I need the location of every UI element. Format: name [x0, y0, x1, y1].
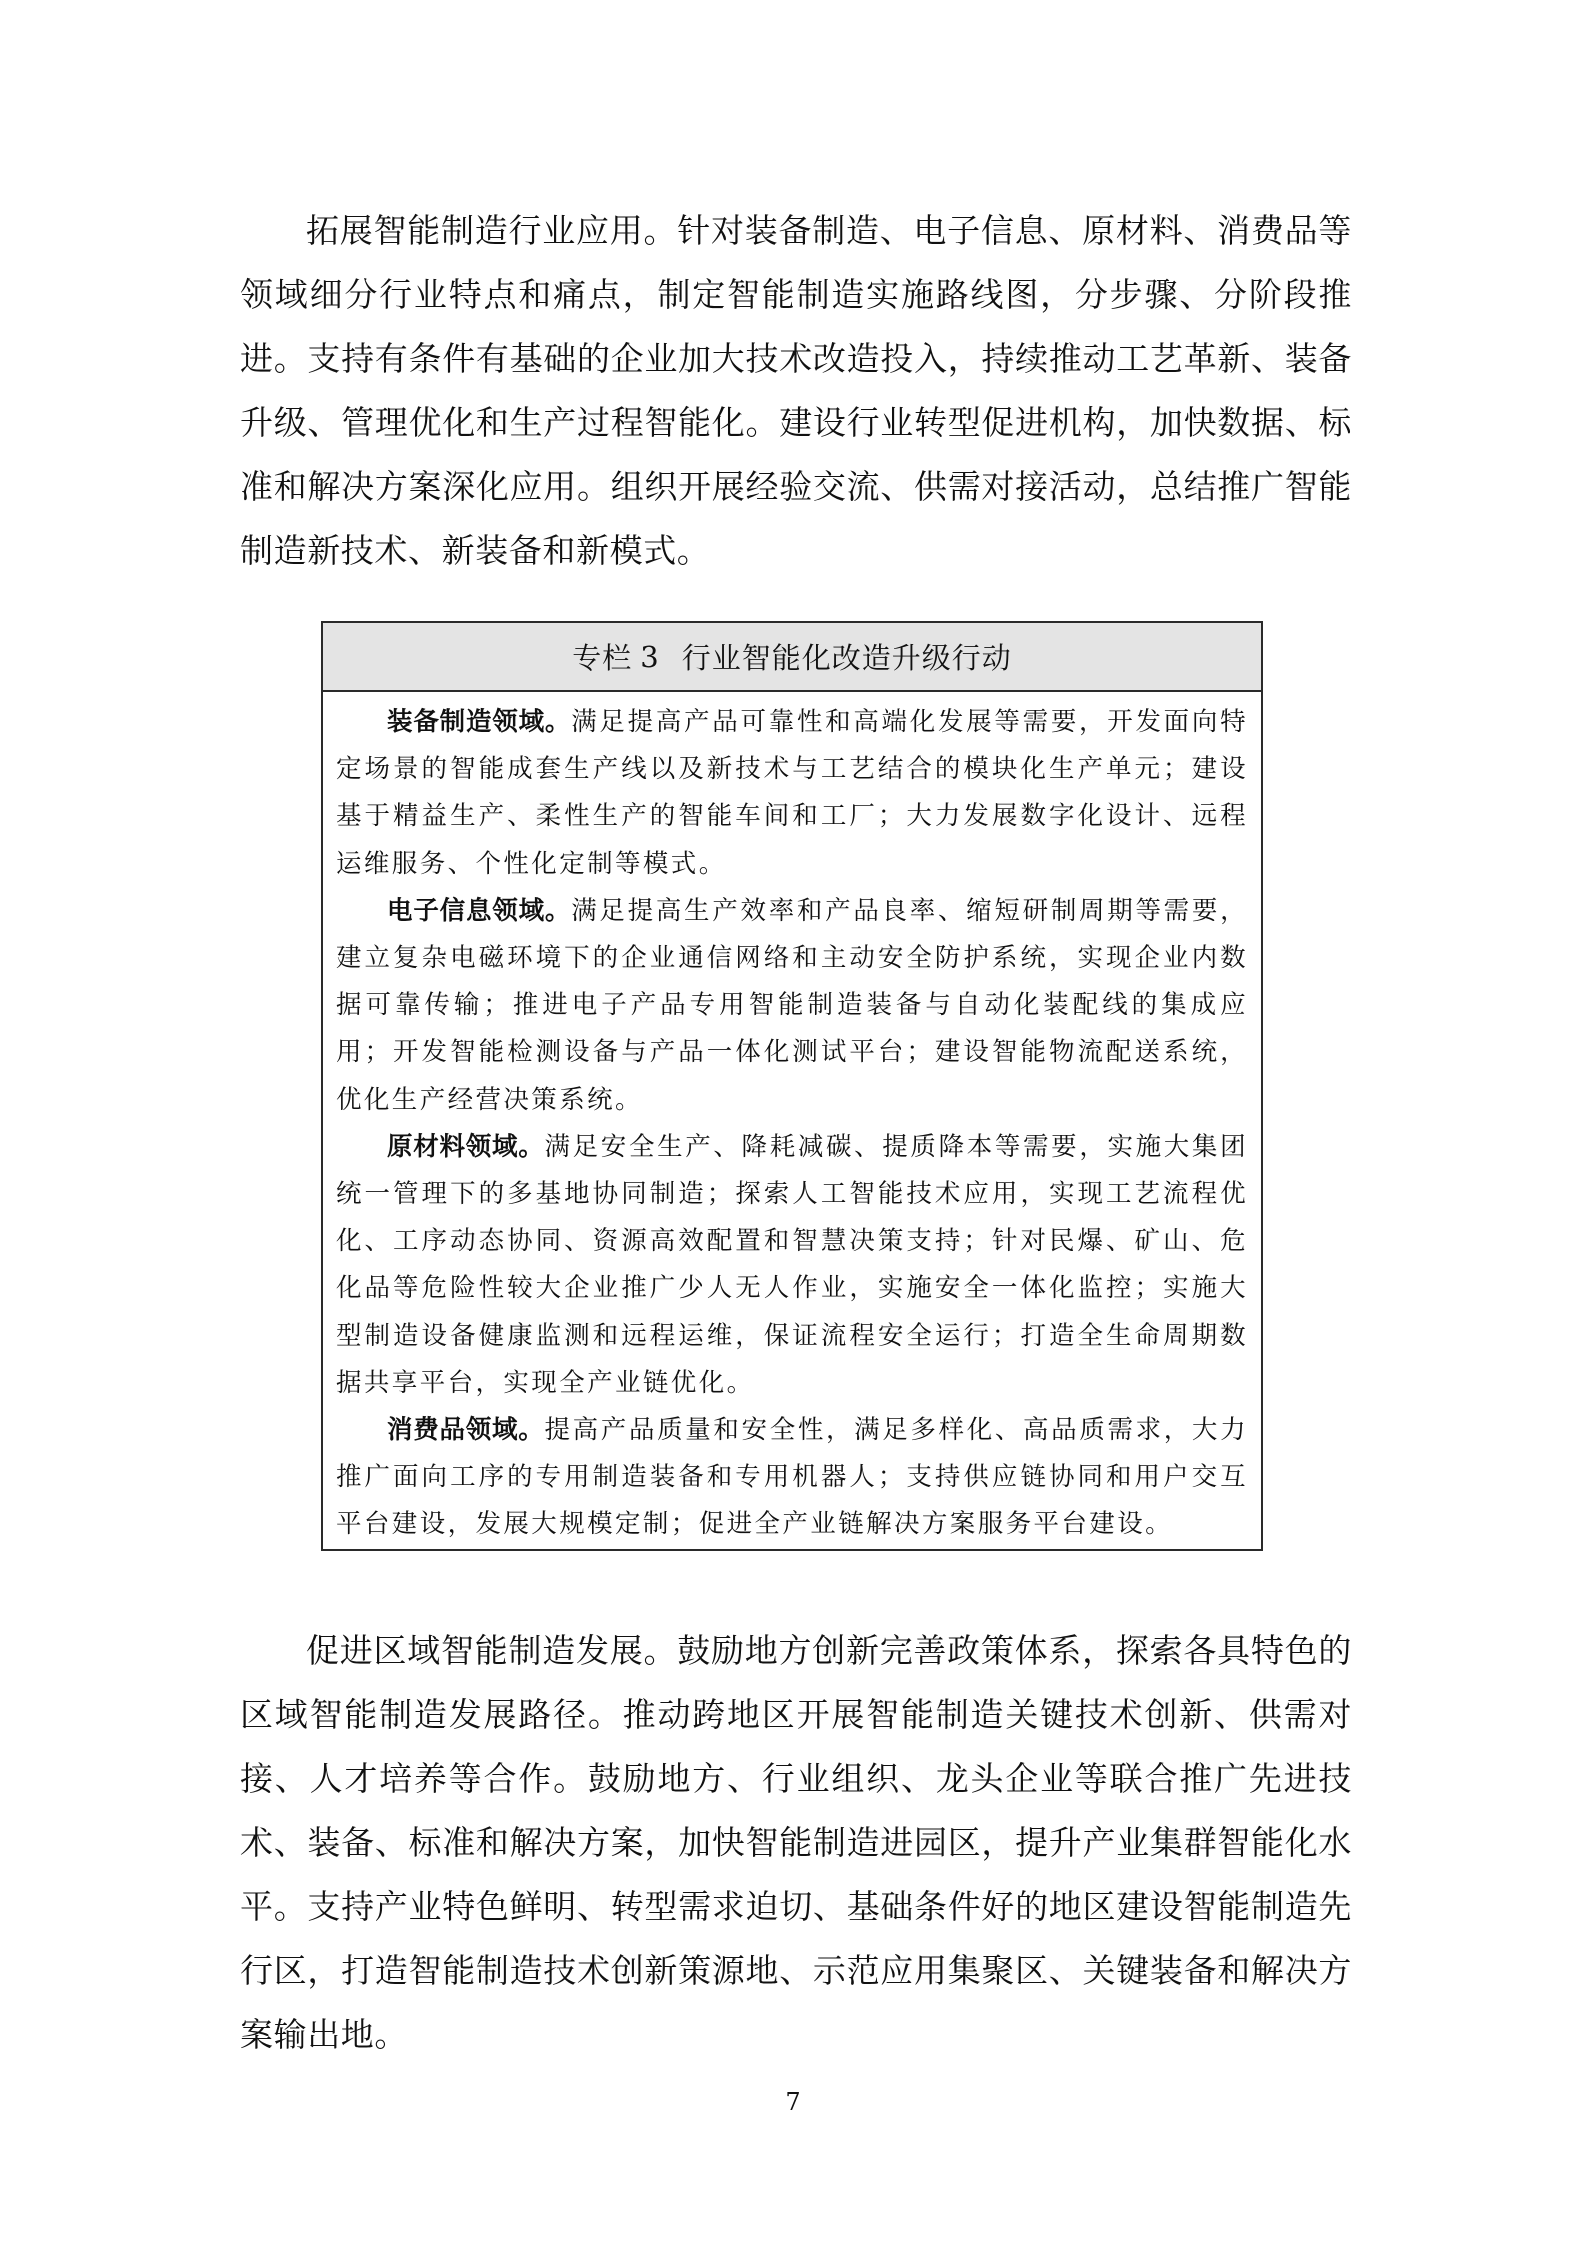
- box-number: 3: [640, 639, 660, 674]
- box-item-text: 满足安全生产、降耗减碳、提质降本等需要，实施大集团统一管理下的多基地协同制造；探索人工智能技术应用，实现工艺流程优化、工序动态协同、资源高效配置和智慧决策支持；针对民爆、矿山、危化品等危险性较大企业推广少人无人作业，实施安全一体化监控；实施大型制造设备健康监测和远程运维，保证流程安全运行；打造全生命周期数据共享平台，实现全产业链优化。: [336, 1131, 1248, 1398]
- sidebar-box-column-3: [321, 621, 1263, 1551]
- box-item-lead: 消费品领域。: [387, 1415, 545, 1446]
- box-item-lead: 装备制造领域。: [387, 707, 572, 737]
- box-item-electronics: [336, 888, 1248, 1124]
- box-item-raw-materials: [336, 1124, 1248, 1407]
- box-item-text: 提高产品质量和安全性，满足多样化、高品质需求，大力推广面向工序的专用制造装备和专用机器人；支持供应链协同和用户交互平台建设，发展大规模定制；促进全产业链解决方案服务平台建设。: [336, 1415, 1248, 1540]
- box-header: [323, 623, 1261, 692]
- box-body: [323, 692, 1261, 1549]
- box-item-text: 满足提高生产效率和产品良率、缩短研制周期等需要，建立复杂电磁环境下的企业通信网络和主动安全防护系统，实现企业内数据可靠传输；推进电子产品专用智能制造装备与自动化装配线的集成应用；开发智能检测设备与产品一体化测试平台；建设智能物流配送系统，优化生产经营决策系统。: [336, 895, 1248, 1115]
- paragraph-regional-development: 促进区域智能制造发展。鼓励地方创新完善政策体系，探索各具特色的区域智能制造发展路径。推动跨地区开展智能制造关键技术创新、供需对接、人才培养等合作。鼓励地方、行业组织、龙头企业等联合推广先进技术、装备、标准和解决方案，加快智能制造进园区，提升产业集群智能化水平。支持产业特色鲜明、转型需求迫切、基础条件好的地区建设智能制造先行区，打造智能制造技术创新策源地、示范应用集聚区、关键装备和解决方案输出地。: [240, 1631, 1352, 2054]
- box-label: 专栏: [572, 641, 633, 675]
- box-title: 行业智能化改造升级行动: [681, 641, 1012, 675]
- box-item-lead: 电子信息领域。: [387, 895, 572, 926]
- box-item-lead: 原材料领域。: [387, 1131, 545, 1162]
- box-item-consumer-goods: [336, 1407, 1248, 1549]
- paragraph-industry-application: 拓展智能制造行业应用。针对装备制造、电子信息、原材料、消费品等领域细分行业特点和痛点，制定智能制造实施路线图，分步骤、分阶段推进。支持有条件有基础的企业加大技术改造投入，持续推动工艺革新、装备升级、管理优化和生产过程智能化。建设行业转型促进机构，加快数据、标准和解决方案深化应用。组织开展经验交流、供需对接活动，总结推广智能制造新技术、新装备和新模式。: [240, 211, 1352, 570]
- box-item-equipment: [336, 699, 1248, 888]
- page-number: 7: [785, 2088, 801, 2116]
- box-item-text: 满足提高产品可靠性和高端化发展等需要，开发面向特定场景的智能成套生产线以及新技术与工艺结合的模块化生产单元；建设基于精益生产、柔性生产的智能车间和工厂；大力发展数字化设计、远程运维服务、个性化定制等模式。: [336, 707, 1248, 879]
